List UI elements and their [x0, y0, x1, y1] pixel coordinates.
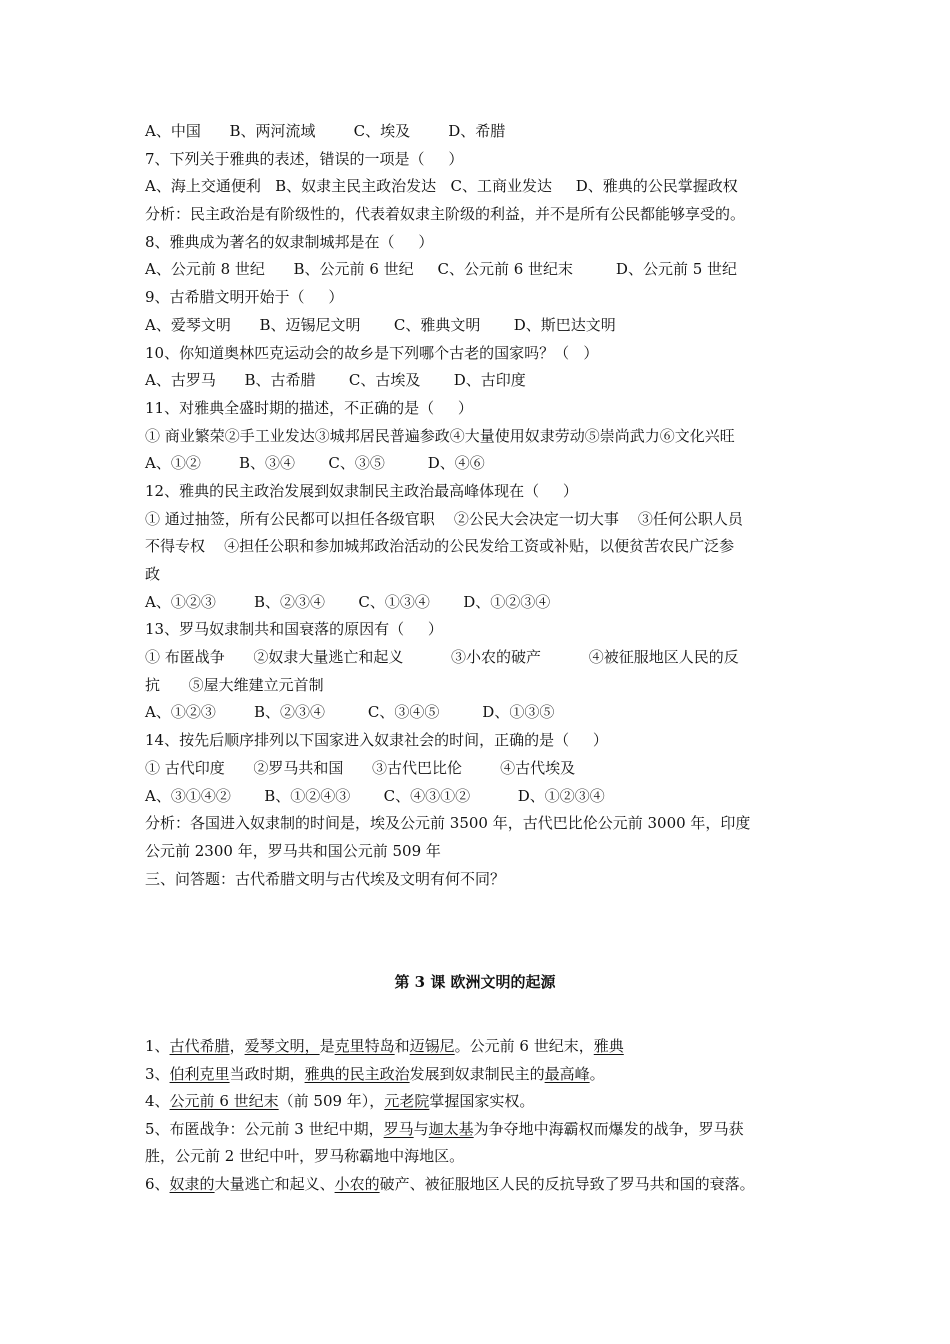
underlined-term: 奴隶的 [169, 1174, 215, 1193]
lesson-notes [145, 1033, 835, 1199]
underlined-term: 雅典 [593, 1037, 624, 1055]
underlined-term: 雅典的民主政治 [304, 1064, 410, 1083]
question-line: 不得专权 ④担任公职和参加城邦政治活动的公民发给工资或补贴，以便贫苦农民广泛参 [145, 537, 735, 556]
underlined-term: 元老院 [384, 1092, 430, 1111]
underlined-term: 罗马 [383, 1119, 414, 1138]
question-line: 抗 ⑤屋大维建立元首制 [145, 675, 324, 694]
note-line [145, 1171, 835, 1199]
note-text: 5、布匿战争：公元前 3 世纪中期， [145, 1119, 384, 1138]
underlined-term: 迦太基 [428, 1119, 474, 1138]
question-line: 12、雅典的民主政治发展到奴隶制民主政治最高峰体现在（ ） [145, 481, 578, 500]
note-text: 4、 [145, 1092, 170, 1111]
note-line [145, 1116, 835, 1144]
question-line: 分析：民主政治是有阶级性的，代表着奴隶主阶级的利益，并不是所有公民都能够享受的。 [145, 205, 746, 224]
question-line: 分析：各国进入奴隶制的时间是，埃及公元前 3500 年，古代巴比伦公元前 3000 年，印度 [145, 814, 751, 833]
question-line: A、③①④② B、①②④③ C、④③①② D、①②③④ [145, 786, 605, 805]
question-line: 公元前 2300 年，罗马共和国公元前 509 年 [145, 841, 441, 860]
note-text: 。公元前 6 世纪末， [454, 1037, 594, 1055]
question-line: A、①②③ B、②③④ C、①③④ D、①②③④ [145, 592, 551, 611]
question-line: A、海上交通便利 B、奴隶主民主政治发达 C、工商业发达 D、雅典的公民掌握政权 [145, 177, 738, 196]
question-line: A、爱琴文明 B、迈锡尼文明 C、雅典文明 D、斯巴达文明 [145, 315, 616, 334]
note-text: 掌握国家实权。 [429, 1092, 535, 1111]
question-line: 10、你知道奥林匹克运动会的故乡是下列哪个古老的国家吗？（ ） [145, 343, 599, 362]
note-line [145, 1143, 835, 1171]
note-text: 当政时期， [229, 1064, 305, 1083]
note-text: 破产、被征服地区人民的反抗导致了罗马共和国的衰落。 [379, 1174, 755, 1193]
underlined-term: 迈锡尼 [409, 1037, 455, 1055]
lesson-title: 第 3 课 欧洲文明的起源 [394, 973, 556, 991]
question-line: ① 古代印度 ②罗马共和国 ③古代巴比伦 ④古代埃及 [145, 758, 576, 777]
question-line: 11、对雅典全盛时期的描述，不正确的是（ ） [145, 398, 473, 417]
question-line: ① 商业繁荣②手工业发达③城邦居民普遍参政④大量使用奴隶劳动⑤崇尚武力⑥文化兴旺 [145, 426, 735, 445]
note-line [145, 1088, 835, 1116]
note-line [145, 1061, 835, 1089]
question-line: ① 通过抽签，所有公民都可以担任各级官职 ②公民大会决定一切大事 ③任何公职人员 [145, 509, 743, 528]
underlined-term: 小农的 [334, 1174, 380, 1193]
note-text: 为争夺地中海霸权而爆发的战争，罗马获 [473, 1119, 744, 1138]
question-line: 9、古希腊文明开始于（ ） [145, 288, 344, 307]
note-text: 大量逃亡和起义、 [214, 1174, 335, 1193]
question-line: A、①② B、③④ C、③⑤ D、④⑥ [145, 454, 485, 473]
note-text: 是 [319, 1037, 335, 1055]
note-text: 和 [394, 1037, 410, 1055]
underlined-term: 克里特岛 [334, 1037, 395, 1055]
question-line: 14、按先后顺序排列以下国家进入奴隶社会的时间，正确的是（ ） [145, 731, 608, 750]
underlined-term: 公元前 6 世纪末 [169, 1092, 279, 1111]
underlined-term: 伯利克里 [169, 1064, 230, 1083]
note-text: 发展到奴隶制民主的 [409, 1064, 545, 1083]
underlined-term: 古代希腊 [169, 1037, 230, 1055]
question-line: A、中国 B、两河流域 C、埃及 D、希腊 [145, 122, 506, 140]
note-text: 。 [589, 1064, 605, 1083]
note-text: 6、 [145, 1174, 170, 1193]
note-text: （前 509 年）， [278, 1092, 385, 1111]
note-line [145, 1033, 835, 1061]
question-line: 8、雅典成为著名的奴隶制城邦是在（ ） [145, 232, 434, 251]
question-line: 13、罗马奴隶制共和国衰落的原因有（ ） [145, 620, 443, 639]
question-line: ① 布匿战争 ②奴隶大量逃亡和起义 ③小农的破产 ④被征服地区人民的反 [145, 648, 739, 667]
question-list [145, 118, 825, 893]
question-line: 7、下列关于雅典的表述，错误的一项是（ ） [145, 149, 464, 168]
note-text: 与 [413, 1119, 429, 1138]
note-text: 胜，公元前 2 世纪中叶，罗马称霸地中海地区。 [145, 1147, 465, 1166]
note-text: ， [229, 1037, 245, 1055]
question-line: 政 [145, 565, 161, 583]
question-line: A、①②③ B、②③④ C、③④⑤ D、①③⑤ [145, 703, 555, 722]
underlined-term: 最高峰 [544, 1064, 590, 1083]
question-line: A、公元前 8 世纪 B、公元前 6 世纪 C、公元前 6 世纪末 D、公元前 5 世纪 [145, 260, 738, 279]
question-line: A、古罗马 B、古希腊 C、古埃及 D、古印度 [145, 371, 526, 390]
question-line: 三、问答题：古代希腊文明与古代埃及文明有何不同？ [145, 869, 506, 888]
underlined-term: 爱琴文明， [244, 1037, 320, 1055]
note-text: 1、 [145, 1037, 170, 1055]
note-text: 3、 [145, 1064, 170, 1083]
